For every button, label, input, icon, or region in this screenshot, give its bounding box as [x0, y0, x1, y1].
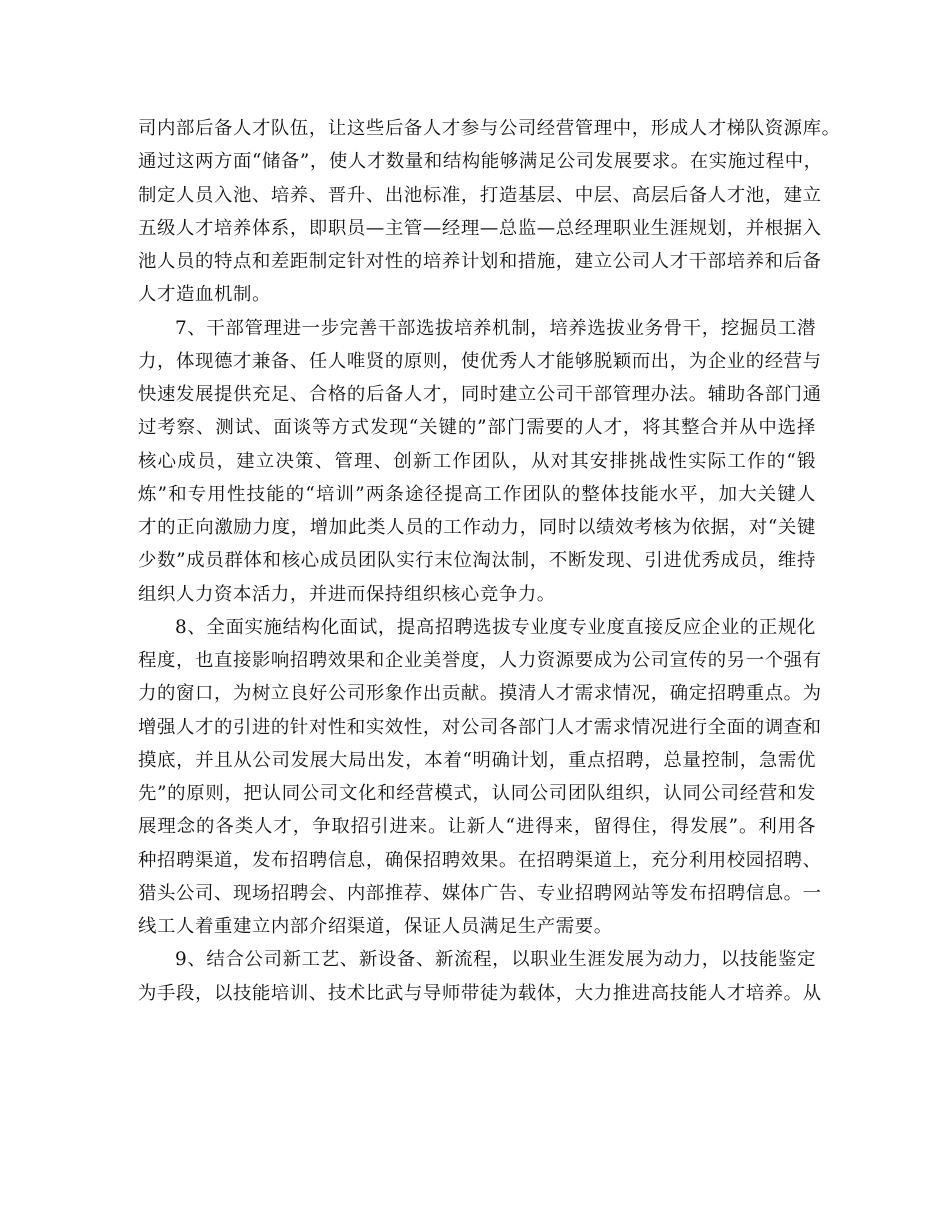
- text-line: 制定人员入池、培养、晋升、出池标准，打造基层、中层、高层后备人才池，建立: [138, 184, 822, 206]
- text-line: 增强人才的引进的针对性和实效性，对公司各部门人才需求情况进行全面的调查和: [138, 716, 822, 738]
- text-line: 程度，也直接影响招聘效果和企业美誉度，人力资源要成为公司宣传的另一个强有: [138, 650, 822, 671]
- text-line: 8、全面实施结构化面试，提高招聘选拔专业度专业度直接反应企业的正规化: [175, 616, 816, 638]
- text-line: 种招聘渠道，发布招聘信息，确保招聘效果。在招聘渠道上，充分利用校园招聘、: [138, 849, 822, 871]
- text-line: 力，体现德才兼备、任人唯贤的原则，使优秀人才能够脱颖而出，为企业的经营与: [138, 350, 822, 372]
- text-line: 五级人才培养体系，即职员—主管—经理—总监—总经理职业生涯规划，并根据入: [138, 217, 822, 239]
- text-line: 才的正向激励力度，增加此类人员的工作动力，同时以绩效考核为依据，对“关键: [138, 517, 816, 538]
- text-line: 池人员的特点和差距制定针对性的培养计划和措施，建立公司人才干部培养和后备: [138, 251, 822, 272]
- paragraph-continued: [138, 112, 841, 312]
- text-line: 过考察、测试、面谈等方式发现“关键的”部门需要的人才，将其整合并从中选择: [138, 417, 816, 439]
- text-line: 司内部后备人才队伍，让这些后备人才参与公司经营管理中，形成人才梯队资源库。: [138, 118, 841, 139]
- text-line: 力的窗口，为树立良好公司形象作出贡献。摸清人才需求情况，确定招聘重点。为: [138, 683, 822, 705]
- paragraph-7: [138, 312, 822, 611]
- paragraph-9: [138, 943, 822, 1010]
- text-line: 猎头公司、现场招聘会、内部推荐、媒体广告、专业招聘网站等发布招聘信息。一: [138, 882, 822, 904]
- text-line: 摸底，并且从公司发展大局出发，本着“明确计划，重点招聘，总量控制，急需优: [138, 749, 816, 771]
- document-page: [138, 112, 841, 1010]
- text-line: 线工人着重建立内部介绍渠道，保证人员满足生产需要。: [138, 916, 613, 937]
- text-line: 9、结合公司新工艺、新设备、新流程，以职业生涯发展为动力，以技能鉴定: [175, 949, 816, 971]
- text-line: 先”的原则，把认同公司文化和经营模式，认同公司团队组织，认同公司经营和发: [138, 783, 816, 804]
- text-line: 核心成员，建立决策、管理、创新工作团队，从对其安排挑战性实际工作的“锻: [138, 450, 816, 472]
- text-line: 少数”成员群体和核心成员团队实行末位淘汰制，不断发现、引进优秀成员，维持: [138, 550, 816, 572]
- text-line: 为手段，以技能培训、技术比武与导师带徒为载体，大力推进高技能人才培养。从: [138, 982, 822, 1004]
- text-line: 7、干部管理进一步完善干部选拔培养机制，培养选拔业务骨干，挖掘员工潜: [175, 317, 816, 339]
- paragraph-8: [138, 611, 822, 944]
- text-line: 人才造血机制。: [138, 284, 271, 306]
- text-line: 展理念的各类人才，争取招引进来。让新人“进得来，留得住，得发展”。利用各: [138, 816, 816, 838]
- text-line: 通过这两方面“储备”，使人才数量和结构能够满足公司发展要求。在实施过程中，: [138, 151, 823, 173]
- text-line: 快速发展提供充足、合格的后备人才，同时建立公司干部管理办法。辅助各部门通: [138, 384, 822, 405]
- text-line: 组织人力资本活力，并进而保持组织核心竞争力。: [138, 583, 556, 605]
- text-line: 炼”和专用性技能的“培训”两条途径提高工作团队的整体技能水平，加大关键人: [138, 483, 816, 505]
